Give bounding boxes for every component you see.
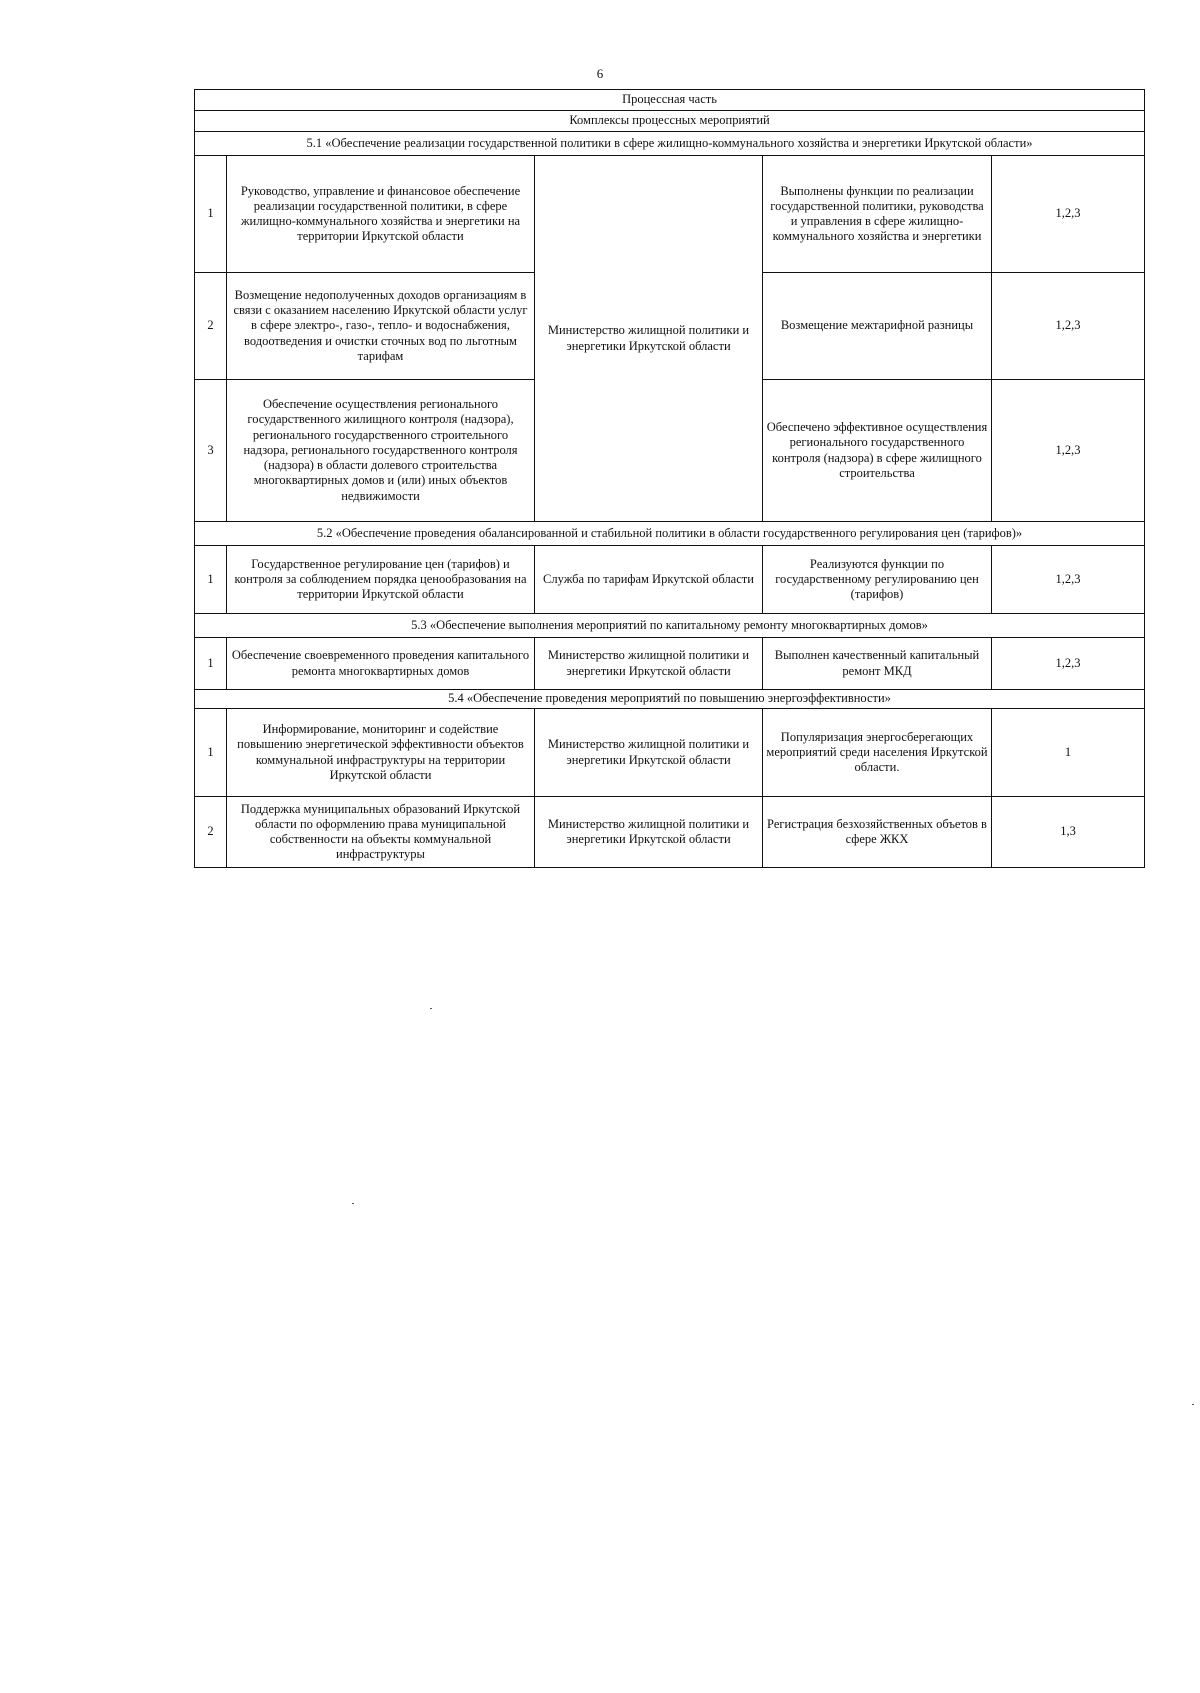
task-cell: Информирование, мониторинг и содействие повышению энергетической эффективности объектов коммунальной инфраструктуры на территории Иркутской области <box>227 709 535 797</box>
task-cell: Государственное регулирование цен (тарифов) и контроля за соблюдением порядка ценообразования на территории Иркутской области <box>227 546 535 614</box>
indicators-cell: 1 <box>992 709 1145 797</box>
scan-speck <box>430 1008 432 1009</box>
section-title: 5.3 «Обеспечение выполнения мероприятий по капитальному ремонту многоквартирных домов» <box>195 614 1145 638</box>
header-row-complexes <box>195 111 1145 132</box>
complexes-title: Комплексы процессных мероприятий <box>195 111 1145 132</box>
task-cell: Обеспечение осуществления регионального государственного жилищного контроля (надзора), регионального государственного строительного надзора, регионального государственного контроля (надзора) в области долевого строительства многоквартирных домов и (или) иных объектов недвижимости <box>227 380 535 522</box>
responsible-cell: Министерство жилищной политики и энергетики Иркутской области <box>535 709 763 797</box>
indicators-cell: 1,2,3 <box>992 156 1145 273</box>
section-title-row <box>195 614 1145 638</box>
row-number: 1 <box>195 546 227 614</box>
scan-speck <box>1192 1404 1194 1405</box>
effect-cell: Популяризация энергосберегающих мероприятий среди населения Иркутской области. <box>763 709 992 797</box>
row-number: 1 <box>195 709 227 797</box>
section-title: 5.4 «Обеспечение проведения мероприятий по повышению энергоэффективности» <box>195 690 1145 709</box>
effect-cell: Обеспечено эффективное осуществления регионального государственного контроля (надзора) в сфере жилищного строительства <box>763 380 992 522</box>
part-title: Процессная часть <box>195 90 1145 111</box>
effect-cell: Возмещение межтарифной разницы <box>763 273 992 380</box>
indicators-cell: 1,2,3 <box>992 546 1145 614</box>
indicators-cell: 1,2,3 <box>992 638 1145 690</box>
row-number: 1 <box>195 156 227 273</box>
indicators-cell: 1,3 <box>992 797 1145 868</box>
page-number: 6 <box>596 66 604 81</box>
effect-cell: Регистрация безхозяйственных объетов в сфере ЖКХ <box>763 797 992 868</box>
indicators-cell: 1,2,3 <box>992 273 1145 380</box>
row-number: 2 <box>195 273 227 380</box>
row-number: 2 <box>195 797 227 868</box>
table-row <box>195 709 1145 797</box>
section-title: 5.2 «Обеспечение проведения обалансированной и стабильной политики в области государственного регулирования цен (тарифов)» <box>195 522 1145 546</box>
effect-cell: Выполнены функции по реализации государственной политики, руководства и управления в сфере жилищно-коммунального хозяйства и энергетики <box>763 156 992 273</box>
process-activities-table <box>194 89 1145 868</box>
task-cell: Руководство, управление и финансовое обеспечение реализации государственной политики, в сфере жилищно-коммунального хозяйства и энергетики на территории Иркутской области <box>227 156 535 273</box>
indicators-cell: 1,2,3 <box>992 380 1145 522</box>
table-row <box>195 638 1145 690</box>
responsible-cell: Министерство жилищной политики и энергетики Иркутской области <box>535 797 763 868</box>
row-number: 1 <box>195 638 227 690</box>
effect-cell: Реализуются функции по государственному регулированию цен (тарифов) <box>763 546 992 614</box>
responsible-cell: Министерство жилищной политики и энергетики Иркутской области <box>535 156 763 522</box>
header-row-part <box>195 90 1145 111</box>
section-title-row <box>195 132 1145 156</box>
task-cell: Возмещение недополученных доходов организациям в связи с оказанием населению Иркутской области услуг в сфере электро-, газо-, тепло- и водоснабжения, водоотведения и очистки сточных вод по льготным тарифам <box>227 273 535 380</box>
section-title-row <box>195 522 1145 546</box>
table-row <box>195 797 1145 868</box>
task-cell: Поддержка муниципальных образований Иркутской области по оформлению права муниципальной собственности на объекты коммунальной инфраструктуры <box>227 797 535 868</box>
section-title: 5.1 «Обеспечение реализации государственной политики в сфере жилищно-коммунального хозяйства и энергетики Иркутской области» <box>195 132 1145 156</box>
responsible-cell: Министерство жилищной политики и энергетики Иркутской области <box>535 638 763 690</box>
effect-cell: Выполнен качественный капитальный ремонт МКД <box>763 638 992 690</box>
table-row <box>195 546 1145 614</box>
task-cell: Обеспечение своевременного проведения капитального ремонта многоквартирных домов <box>227 638 535 690</box>
row-number: 3 <box>195 380 227 522</box>
responsible-cell: Служба по тарифам Иркутской области <box>535 546 763 614</box>
scan-speck <box>352 1203 354 1204</box>
table-row <box>195 156 1145 273</box>
section-title-row <box>195 690 1145 709</box>
